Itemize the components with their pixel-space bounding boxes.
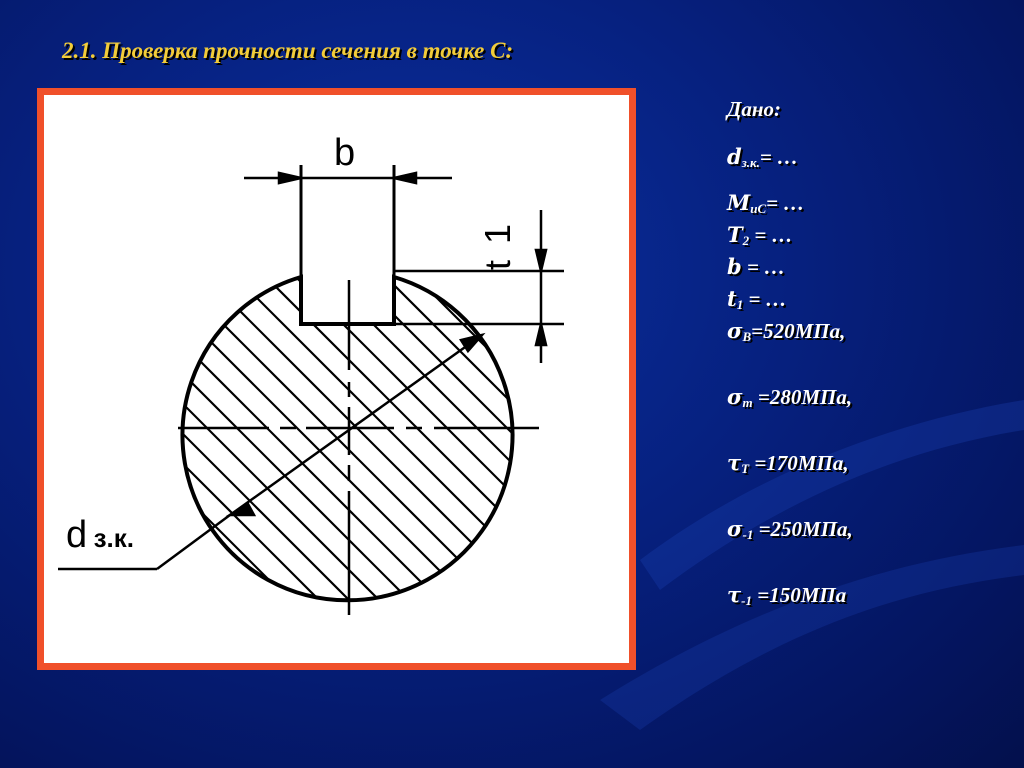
dimension-b [244,173,452,183]
given-item-value: = … [743,287,787,311]
given-item-t2 [727,222,1007,248]
given-item-symbol: τ [727,582,742,607]
given-item-value: = … [749,223,793,247]
given-item-value: =150МПа [751,583,847,607]
given-item-symbol: σ [727,318,743,343]
given-item-value: = … [766,191,805,215]
given-item-value: =170МПа, [749,451,849,475]
given-item-value: = … [759,145,799,169]
given-item-subscript: -1 [741,593,752,608]
given-item-sigma-b [727,318,1007,344]
given-item-subscript: -1 [742,527,754,542]
given-item-symbol: t [727,286,737,311]
label-d-letter: d [66,514,88,556]
given-item-m [727,190,1007,216]
given-heading: Дано: [727,97,781,121]
label-t1-index: 1 [477,223,518,244]
given-item-subscript: Т [741,461,750,476]
cross-section-drawing [44,95,629,663]
given-item-symbol: τ [727,450,742,475]
given-item-subscript: иС [750,201,767,216]
given-item-t1 [727,286,1007,312]
given-item-subscript: з.к. [741,155,760,170]
given-item-symbol: σ [727,384,743,409]
given-item-sigma-t [727,384,1007,410]
given-item-sigma-minus1 [727,516,1007,542]
label-t1 [477,224,518,270]
given-item-symbol: b [727,254,742,279]
given-item-subscript: т [742,395,753,410]
given-item-value: =250МПа, [753,517,853,541]
given-item-b [727,254,1007,280]
given-item-value: =520МПа, [751,319,846,343]
slide-title: 2.1. Проверка прочности сечения в точке С: [62,38,514,63]
given-item-d [727,144,1007,170]
cross-section-figure [37,88,636,670]
given-item-value: = … [741,255,786,279]
given-item-subscript: В [742,329,752,344]
given-item-subscript: 1 [736,297,744,312]
given-item-tau-minus1 [727,582,1007,608]
center-lines [178,280,539,615]
keyway-lines [301,165,394,324]
given-item-subscript: 2 [742,233,750,248]
given-item-tau-t [727,450,1007,476]
given-item-symbol: M [727,190,751,215]
given-item-symbol: T [727,222,743,247]
label-d [66,514,134,556]
section-hatching [44,95,629,663]
given-item-symbol: d [727,144,742,169]
label-b: b [334,132,356,174]
given-item-symbol: σ [727,516,743,541]
given-item-value: =280МПа, [752,385,853,409]
given-data-panel [727,96,1007,608]
label-d-index: з.к. [93,523,134,553]
label-t1-letter: t [477,259,518,270]
